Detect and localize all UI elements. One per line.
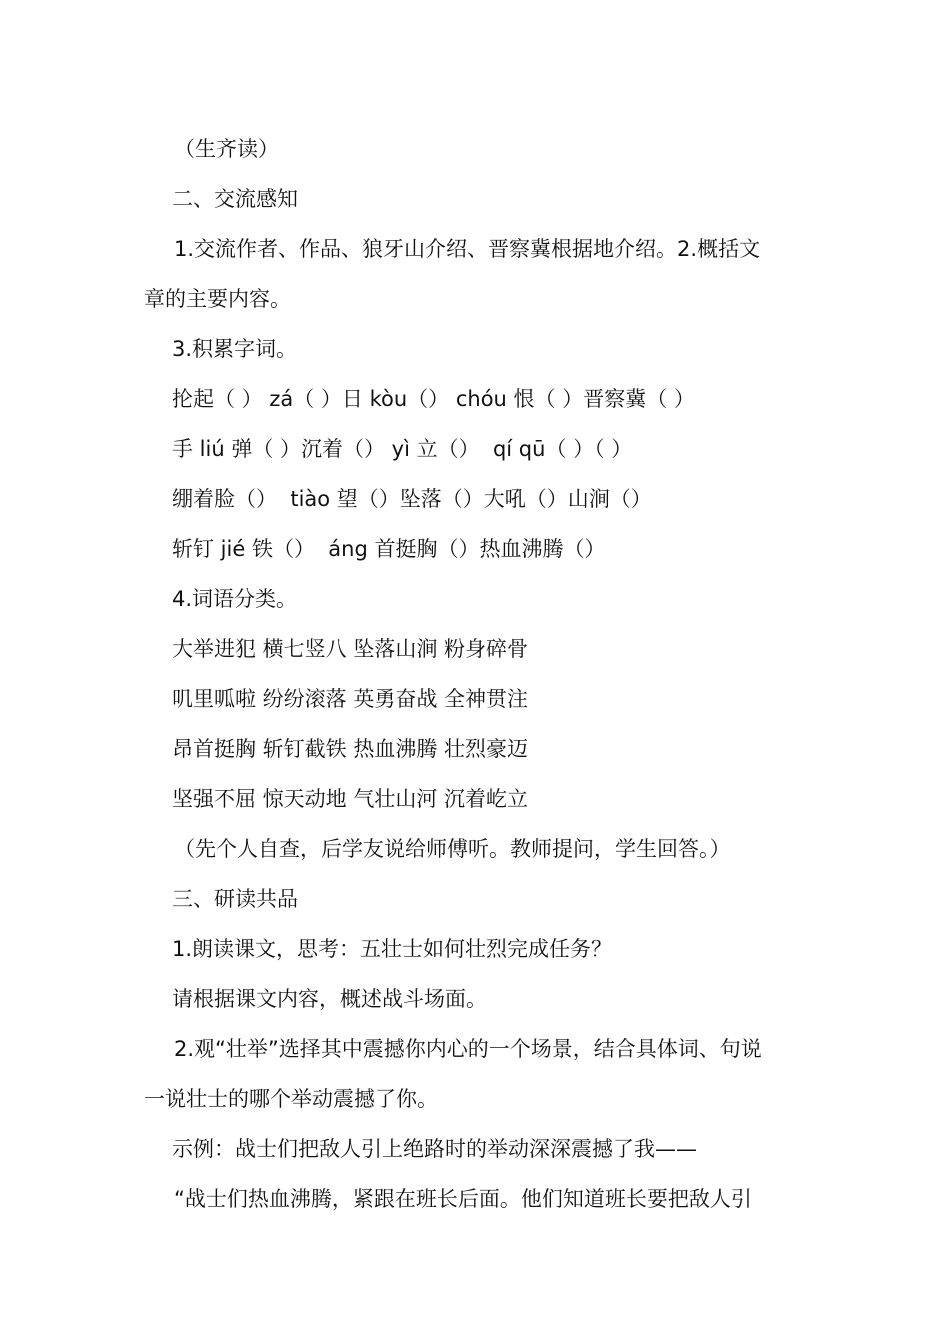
word-group-line-2: 叽里呱啦 纷纷滚落 英勇奋战 全神贯注 (172, 687, 529, 711)
text-line-item-4: 4.词语分类。 (172, 587, 298, 611)
word-group-line-1: 大举进犯 横七竖八 坠落山涧 粉身碎骨 (172, 637, 529, 661)
word-group-line-3: 昂首挺胸 斩钉截铁 热血沸腾 壮烈豪迈 (172, 737, 529, 761)
heading-study-together: 三、研读共品 (172, 887, 298, 911)
vocab-line-3: 绷着脸（） tiào 望（）坠落（）大吼（）山涧（） (172, 487, 652, 511)
text-line-question-2-cont: 一说壮士的哪个举动震撼了你。 (144, 1087, 438, 1111)
text-line-self-check: （先个人自查，后学友说给师傅听。教师提问，学生回答。） (174, 837, 731, 861)
text-line-students-read-together: （生齐读） (174, 137, 279, 161)
vocab-line-1: 抡起（ ） zá（ ）日 kòu（） chóu 恨（ ）晋察冀（ ） (172, 387, 695, 411)
text-line-example: 示例：战士们把敌人引上绝路时的举动深深震撼了我—— (172, 1137, 697, 1161)
text-line-question-2: 2.观“壮举”选择其中震撼你内心的一个场景，结合具体词、句说 (174, 1037, 762, 1061)
text-line-question-1-cont: 请根据课文内容，概述战斗场面。 (172, 987, 487, 1011)
text-line-item-3: 3.积累字词。 (172, 337, 298, 361)
vocab-line-2: 手 liú 弹（ ）沉着（） yì 立（） qí qū（ ）（ ） (172, 437, 633, 461)
word-group-line-4: 坚强不屈 惊天动地 气壮山河 沉着屹立 (172, 787, 529, 811)
text-line-quote: “战士们热血沸腾，紧跟在班长后面。他们知道班长要把敌人引 (174, 1187, 752, 1211)
text-line-question-1: 1.朗读课文，思考：五壮士如何壮烈完成任务？ (172, 937, 613, 961)
text-line-item-1-cont: 章的主要内容。 (144, 287, 291, 311)
text-line-item-1: 1.交流作者、作品、狼牙山介绍、晋察冀根据地介绍。2.概括文 (174, 237, 761, 261)
vocab-line-4: 斩钉 jié 铁（） áng 首挺胸（）热血沸腾（） (172, 537, 606, 561)
heading-exchange-perception: 二、交流感知 (172, 187, 298, 211)
